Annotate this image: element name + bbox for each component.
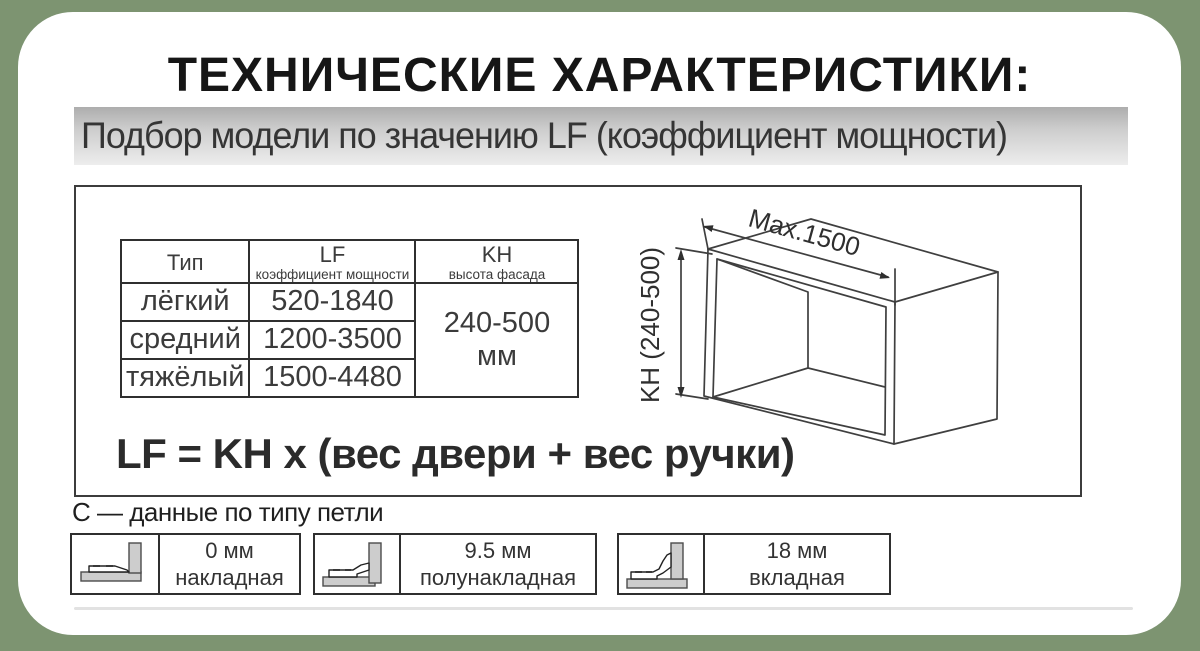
selection-panel [74, 185, 1082, 497]
width-dimension-label: Max.1500 [745, 202, 864, 263]
hinge-type-half-overlay [313, 533, 597, 595]
table-row [121, 283, 578, 321]
type-cell: лёгкий [121, 283, 249, 321]
hinge-name: накладная [175, 565, 284, 590]
spec-table [120, 239, 579, 398]
subtitle-text: Подбор модели по значению LF (коэффициент мощности) [81, 115, 1008, 156]
type-cell: средний [121, 321, 249, 359]
hinge-type-inset [617, 533, 891, 595]
col-header-type: Тип [121, 240, 249, 283]
col-header-kh: KH высота фасада [415, 240, 578, 283]
height-dimension-label: KH (240-500) [635, 246, 665, 404]
lf-cell: 1200-3500 [249, 321, 415, 359]
inset-hinge-icon [623, 539, 699, 589]
type-cell: тяжёлый [121, 359, 249, 397]
subtitle-bar [74, 107, 1128, 165]
lf-cell: 1500-4480 [249, 359, 415, 397]
hinge-name: вкладная [749, 565, 845, 590]
hinge-offset: 18 мм [766, 538, 828, 563]
kh-merged-cell: 240-500 мм [415, 283, 578, 397]
lf-cell: 520-1840 [249, 283, 415, 321]
overlay-hinge-icon [77, 539, 153, 589]
hinge-note: С — данные по типу петли [72, 497, 384, 527]
hinge-type-overlay [70, 533, 301, 595]
hinge-name: полунакладная [420, 565, 576, 590]
bottom-divider [74, 607, 1133, 610]
page-title: ТЕХНИЧЕСКИЕ ХАРАКТЕРИСТИКИ: [167, 49, 1032, 102]
table-header-row [121, 240, 578, 283]
col-header-lf: LF коэффициент мощности [249, 240, 415, 283]
lf-formula: LF = KH x (вес двери + вес ручки) [116, 430, 795, 477]
hinge-offset: 9.5 мм [464, 538, 532, 563]
hinge-offset: 0 мм [205, 538, 254, 563]
content-card [18, 12, 1181, 635]
half-overlay-hinge-icon [319, 539, 395, 589]
